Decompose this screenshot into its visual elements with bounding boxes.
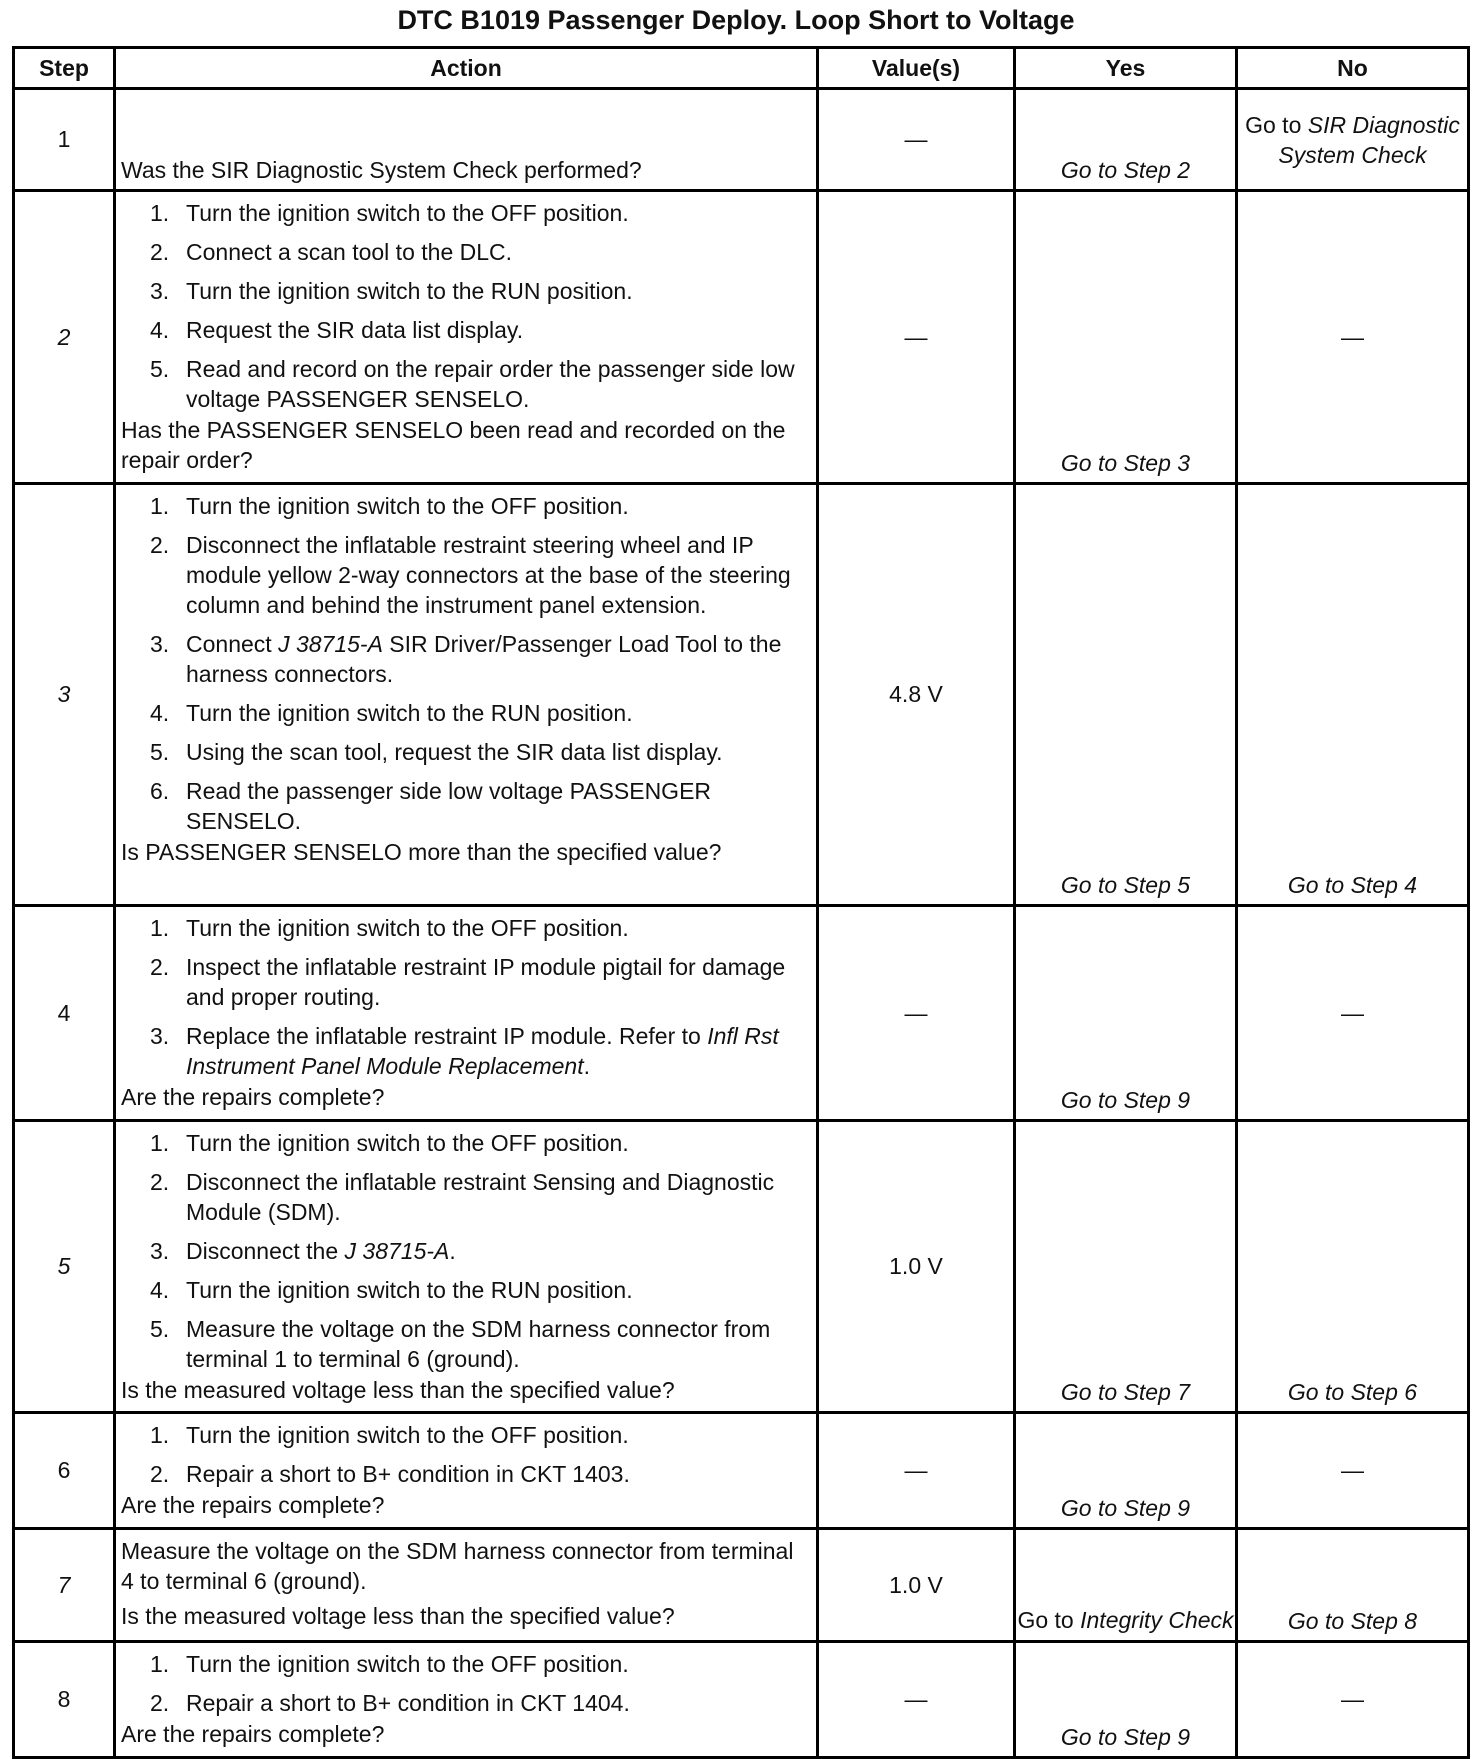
table-row-step-1: [14, 89, 1469, 191]
table-row-step-8: [14, 1642, 1469, 1758]
yes-cell: Go to Step 9: [1015, 1642, 1237, 1758]
header-action: Action: [115, 48, 818, 89]
step-number: 7: [14, 1529, 115, 1642]
no-cell: Go to Step 8: [1237, 1529, 1469, 1642]
yes-cell: Go to Step 9: [1015, 906, 1237, 1121]
yes-cell: Go to Step 7: [1015, 1121, 1237, 1413]
value-cell: —: [818, 1642, 1015, 1758]
header-yes: Yes: [1015, 48, 1237, 89]
action-cell: [115, 1121, 818, 1413]
action-step: 5. Measure the voltage on the SDM harness connector from terminal 1 to terminal 6 (ground).: [150, 1316, 771, 1372]
action-step: 1. Turn the ignition switch to the OFF position.: [150, 493, 629, 519]
action-step: 4. Request the SIR data list display.: [150, 317, 524, 343]
step-number: 1: [14, 89, 115, 191]
action-step: 1. Turn the ignition switch to the OFF position.: [150, 1651, 629, 1677]
action-step: 3. Replace the inflatable restraint IP module. Refer to Infl Rst Instrument Panel Module Replacement.: [150, 1023, 779, 1079]
action-question: Are the repairs complete?: [121, 1084, 385, 1110]
action-step-list: [121, 1649, 810, 1718]
yes-cell: Go to Step 2: [1015, 89, 1237, 191]
tool-reference: J 38715-A: [278, 631, 383, 657]
tool-reference: J 38715-A: [344, 1238, 450, 1264]
value-cell: —: [818, 1413, 1015, 1529]
header-no: No: [1237, 48, 1469, 89]
action-question: Is the measured voltage less than the specified value?: [121, 1603, 675, 1629]
action-step: 4. Turn the ignition switch to the RUN position.: [150, 1277, 633, 1303]
action-question: Are the repairs complete?: [121, 1721, 385, 1747]
no-link-reference: SIR Diagnostic System Check: [1278, 111, 1460, 168]
action-step-list: [121, 491, 810, 836]
yes-cell: [1015, 1529, 1237, 1642]
action-step: 3. Disconnect the J 38715-A.: [150, 1238, 456, 1264]
action-step: 4. Turn the ignition switch to the RUN position.: [150, 700, 633, 726]
no-cell: [1237, 89, 1469, 191]
header-step: Step: [14, 48, 115, 89]
action-step: 2. Disconnect the inflatable restraint steering wheel and IP module yellow 2-way connectors at the base of the steering column and behind the instrument panel extension.: [150, 532, 791, 618]
action-cell: [115, 484, 818, 906]
no-cell: Go to Step 4: [1237, 484, 1469, 906]
step-number: 4: [14, 906, 115, 1121]
action-cell: [115, 1642, 818, 1758]
header-value: Value(s): [818, 48, 1015, 89]
action-step: 1. Turn the ignition switch to the OFF position.: [150, 1130, 629, 1156]
step-number: 2: [14, 191, 115, 484]
action-question: Has the PASSENGER SENSELO been read and recorded on the repair order?: [121, 417, 786, 473]
action-cell: [115, 191, 818, 484]
yes-link-reference: Integrity Check: [1080, 1607, 1234, 1633]
step-number: 6: [14, 1413, 115, 1529]
action-instruction: Measure the voltage on the SDM harness connector from terminal 4 to terminal 6 (ground).: [121, 1538, 794, 1594]
step-number: 8: [14, 1642, 115, 1758]
action-step: 2. Disconnect the inflatable restraint Sensing and Diagnostic Module (SDM).: [150, 1169, 775, 1225]
value-cell: 1.0 V: [818, 1529, 1015, 1642]
action-step-list: [121, 1420, 810, 1489]
value-cell: —: [818, 89, 1015, 191]
header-row: [14, 48, 1469, 89]
table-row-step-2: [14, 191, 1469, 484]
yes-prefix: Go to: [1017, 1607, 1074, 1633]
action-question: Is PASSENGER SENSELO more than the specified value?: [121, 839, 722, 865]
table-row-step-6: [14, 1413, 1469, 1529]
action-cell: [115, 906, 818, 1121]
yes-cell: Go to Step 3: [1015, 191, 1237, 484]
action-cell: [115, 1413, 818, 1529]
action-question: Was the SIR Diagnostic System Check performed?: [121, 157, 642, 183]
yes-cell: Go to Step 5: [1015, 484, 1237, 906]
action-step: 1. Turn the ignition switch to the OFF position.: [150, 915, 629, 941]
table-row-step-3: [14, 484, 1469, 906]
no-cell: —: [1237, 1642, 1469, 1758]
action-cell: [115, 89, 818, 191]
value-cell: 1.0 V: [818, 1121, 1015, 1413]
table-row-step-4: [14, 906, 1469, 1121]
action-step: 5. Read and record on the repair order the passenger side low voltage PASSENGER SENSELO.: [150, 356, 795, 412]
no-prefix: Go to: [1245, 111, 1302, 138]
no-cell: —: [1237, 191, 1469, 484]
action-step: 5. Using the scan tool, request the SIR data list display.: [150, 739, 723, 765]
no-cell: —: [1237, 1413, 1469, 1529]
no-cell: —: [1237, 906, 1469, 1121]
action-question: Is the measured voltage less than the specified value?: [121, 1377, 675, 1403]
action-step: 3. Turn the ignition switch to the RUN position.: [150, 278, 633, 304]
yes-cell: Go to Step 9: [1015, 1413, 1237, 1529]
action-step: 1. Turn the ignition switch to the OFF position.: [150, 1422, 629, 1448]
action-step-list: [121, 1128, 810, 1374]
page-title: DTC B1019 Passenger Deploy. Loop Short to Voltage: [397, 5, 1075, 35]
table-row-step-5: [14, 1121, 1469, 1413]
value-cell: —: [818, 906, 1015, 1121]
step-number: 3: [14, 484, 115, 906]
action-step: 1. Turn the ignition switch to the OFF position.: [150, 200, 629, 226]
action-step: 2. Repair a short to B+ condition in CKT 1403.: [150, 1461, 630, 1487]
no-cell: Go to Step 6: [1237, 1121, 1469, 1413]
action-cell: [115, 1529, 818, 1642]
action-question: Are the repairs complete?: [121, 1492, 385, 1518]
value-cell: 4.8 V: [818, 484, 1015, 906]
action-step: 2. Repair a short to B+ condition in CKT 1404.: [150, 1690, 630, 1716]
value-cell: —: [818, 191, 1015, 484]
action-step: 2. Inspect the inflatable restraint IP module pigtail for damage and proper routing.: [150, 954, 786, 1010]
action-step: 3. Connect J 38715-A SIR Driver/Passenger Load Tool to the harness connectors.: [150, 631, 782, 687]
procedure-reference: Infl Rst Instrument Panel Module Replacement: [186, 1023, 779, 1079]
action-step-list: [121, 913, 810, 1081]
action-step-list: [121, 198, 810, 414]
action-step: 6. Read the passenger side low voltage PASSENGER SENSELO.: [150, 778, 712, 834]
action-step: 2. Connect a scan tool to the DLC.: [150, 239, 513, 265]
step-number: 5: [14, 1121, 115, 1413]
table-row-step-7: [14, 1529, 1469, 1642]
diagnostic-table: [12, 46, 1470, 1759]
